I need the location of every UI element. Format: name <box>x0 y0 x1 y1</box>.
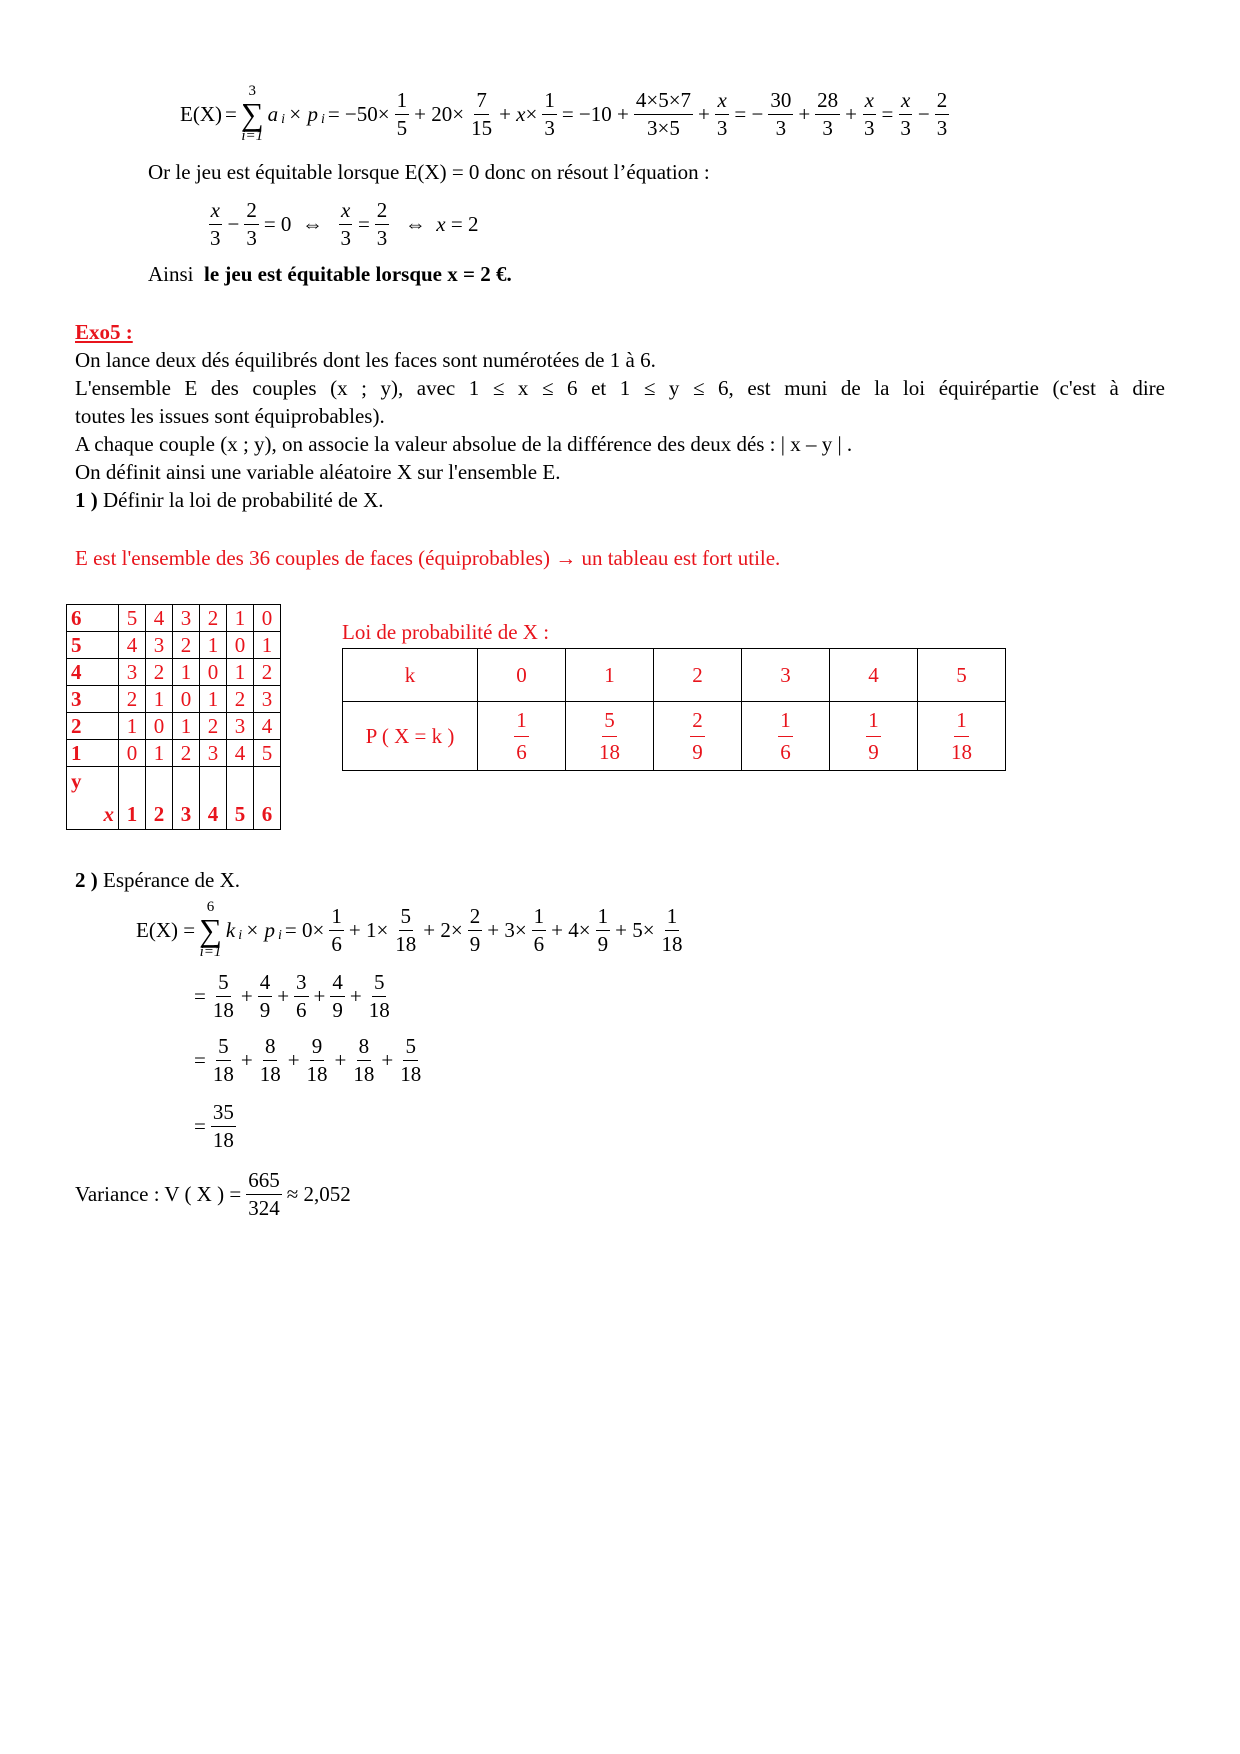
grid-y-value: 4 <box>67 659 119 686</box>
grid-row <box>67 686 281 713</box>
grid-cell: 2 <box>227 686 254 713</box>
grid-y-value: 1 <box>67 740 119 767</box>
grid-y-value: 3 <box>67 686 119 713</box>
grid-y-value: 5 <box>67 632 119 659</box>
grid-cell: 1 <box>200 686 227 713</box>
grid-cell: 0 <box>146 713 173 740</box>
equation-resolution: x 3 − $\frac{2}{3}$ = 0 ⇔ $\frac{x}{3}$ = $\frac{2}{3}$ ⇔ x = 2 <box>210 198 479 250</box>
grid-cell: 1 <box>200 632 227 659</box>
grid-cell: 1 <box>227 605 254 632</box>
grid-cell: 2 <box>119 686 146 713</box>
conclusion-bold: le jeu est équitable lorsque x = 2 €. <box>204 262 512 286</box>
equitable-condition-line: Or le jeu est équitable lorsque E(X) = 0 donc on résout l’équation : <box>148 160 710 184</box>
grid-cell: 3 <box>173 605 200 632</box>
grid-cell: 2 <box>200 713 227 740</box>
grid-x-value: 6 <box>254 767 281 830</box>
answer-intro: E est l'ensemble des 36 couples de faces (équiprobables) → un tableau est fort utile. <box>75 546 781 570</box>
grid-cell: 2 <box>173 740 200 767</box>
expectation-result: = $\frac{35}{18}$ <box>194 1100 234 1152</box>
expectation-line-1: E(X) = 6 ∑ i=1 k i × p i = 0× $\frac{1}{6}$ + 1× $\frac{5}{18}$ + 2× $\frac{2}{9}$ + 3× $\frac{1}{6}$ + 4× $\frac{1}{9}$ + 5× $\frac{1}{18}$ <box>136 899 683 961</box>
grid-cell: 0 <box>254 605 281 632</box>
grid-row <box>67 740 281 767</box>
exo5-p4: On définit ainsi une variable aléatoire X sur l'ensemble E. <box>75 460 561 484</box>
grid-cell: 0 <box>227 632 254 659</box>
grid-row <box>67 659 281 686</box>
ex-lhs: E(X) <box>180 101 222 126</box>
grid-x-value: 4 <box>200 767 227 830</box>
grid-cell: 1 <box>146 686 173 713</box>
law-p-value: $\frac{1}{9}$ <box>830 702 918 771</box>
sum-symbol: 3 ∑ i=1 <box>240 83 264 145</box>
variance-line: Variance : V ( X ) = $\frac{665}{324}$ ≈ 2,052 <box>75 1168 351 1220</box>
law-k-value: 1 <box>566 649 654 702</box>
grid-cell: 4 <box>119 632 146 659</box>
grid-cell: 1 <box>227 659 254 686</box>
grid-cell: 0 <box>200 659 227 686</box>
expectation-line-2: = $\frac{5}{18}$ + $\frac{4}{9}$ + $\frac{3}{6}$ + $\frac{4}{9}$ + $\frac{5}{18}$ <box>194 970 390 1022</box>
expectation-line-3: = $\frac{5}{18}$ + $\frac{8}{18}$ + $\frac{9}{18}$ + $\frac{8}{18}$ + $\frac{5}{18}$ <box>194 1034 422 1086</box>
grid-cell: 4 <box>254 713 281 740</box>
grid-cell: 2 <box>200 605 227 632</box>
exo5-p3: A chaque couple (x ; y), on associe la valeur absolue de la différence des deux dés : | x – y | . <box>75 432 853 456</box>
grid-corner <box>67 767 119 830</box>
grid-cell: 3 <box>146 632 173 659</box>
law-p-value: $\frac{5}{18}$ <box>566 702 654 771</box>
grid-row <box>67 713 281 740</box>
exo5-p2b: toutes les issues sont équiprobables). <box>75 404 385 428</box>
grid-cell: 3 <box>227 713 254 740</box>
grid-cell: 3 <box>119 659 146 686</box>
law-k-value: 2 <box>654 649 742 702</box>
grid-cell: 0 <box>119 740 146 767</box>
grid-cell: 1 <box>173 659 200 686</box>
conclusion-line: Ainsi le jeu est équitable lorsque x = 2 €. <box>148 262 512 286</box>
exo5-p1: On lance deux dés équilibrés dont les faces sont numérotées de 1 à 6. <box>75 348 656 372</box>
grid-cell: 5 <box>119 605 146 632</box>
grid-x-value: 1 <box>119 767 146 830</box>
k-header: k <box>343 649 478 702</box>
difference-grid <box>66 604 281 830</box>
p-header: P ( X = k ) <box>343 702 478 771</box>
law-title: Loi de probabilité de X : <box>342 620 550 644</box>
grid-y-value: 2 <box>67 713 119 740</box>
grid-x-value: 3 <box>173 767 200 830</box>
grid-cell: 0 <box>173 686 200 713</box>
grid-row <box>67 632 281 659</box>
law-k-value: 5 <box>918 649 1006 702</box>
grid-cell: 4 <box>146 605 173 632</box>
grid-cell: 2 <box>254 659 281 686</box>
grid-x-label: x <box>103 802 114 826</box>
law-p-value: $\frac{1}{18}$ <box>918 702 1006 771</box>
grid-cell: 2 <box>173 632 200 659</box>
expectation-formula-line: E(X) = 3 ∑ i=1 a i × p i = −50× $\frac{1}{5}$ + 20× $\frac{7}{15}$ + x× $\frac{1}{3}$ = −10 + $\frac{4\times 5\times 7}{3\times 5}$ + $\frac{x}{3}$ = − $\frac{30}{3}$ + $\frac{28}{3}$ + $\frac{x}{3}$ = $\frac{x}{3}$ − $\frac{2}{3}$ <box>180 83 948 145</box>
law-p-value: $\frac{1}{6}$ <box>478 702 566 771</box>
exo5-p2a: L'ensemble E des couples (x ; y), avec 1 ≤ x ≤ 6 et 1 ≤ y ≤ 6, est muni de la loi équirépartie (c'est à dire <box>75 376 1165 400</box>
grid-cell: 4 <box>227 740 254 767</box>
grid-y-value: 6 <box>67 605 119 632</box>
question-2: 2 ) Espérance de X. <box>75 868 241 892</box>
grid-x-value: 2 <box>146 767 173 830</box>
grid-cell: 1 <box>173 713 200 740</box>
grid-cell: 1 <box>119 713 146 740</box>
grid-cell: 2 <box>146 659 173 686</box>
grid-row <box>67 605 281 632</box>
grid-cell: 3 <box>200 740 227 767</box>
exo5-title: Exo5 : <box>75 320 133 344</box>
grid-cell: 5 <box>254 740 281 767</box>
law-k-value: 4 <box>830 649 918 702</box>
law-p-value: $\frac{2}{9}$ <box>654 702 742 771</box>
probability-law-table <box>342 648 1006 771</box>
grid-y-label: y <box>71 769 82 793</box>
law-k-value: 3 <box>742 649 830 702</box>
grid-cell: 1 <box>146 740 173 767</box>
grid-cell: 1 <box>254 632 281 659</box>
law-k-value: 0 <box>478 649 566 702</box>
grid-cell: 3 <box>254 686 281 713</box>
question-1: 1 ) Définir la loi de probabilité de X. <box>75 488 384 512</box>
arrow-icon: → <box>555 546 577 570</box>
law-p-value: $\frac{1}{6}$ <box>742 702 830 771</box>
grid-x-value: 5 <box>227 767 254 830</box>
